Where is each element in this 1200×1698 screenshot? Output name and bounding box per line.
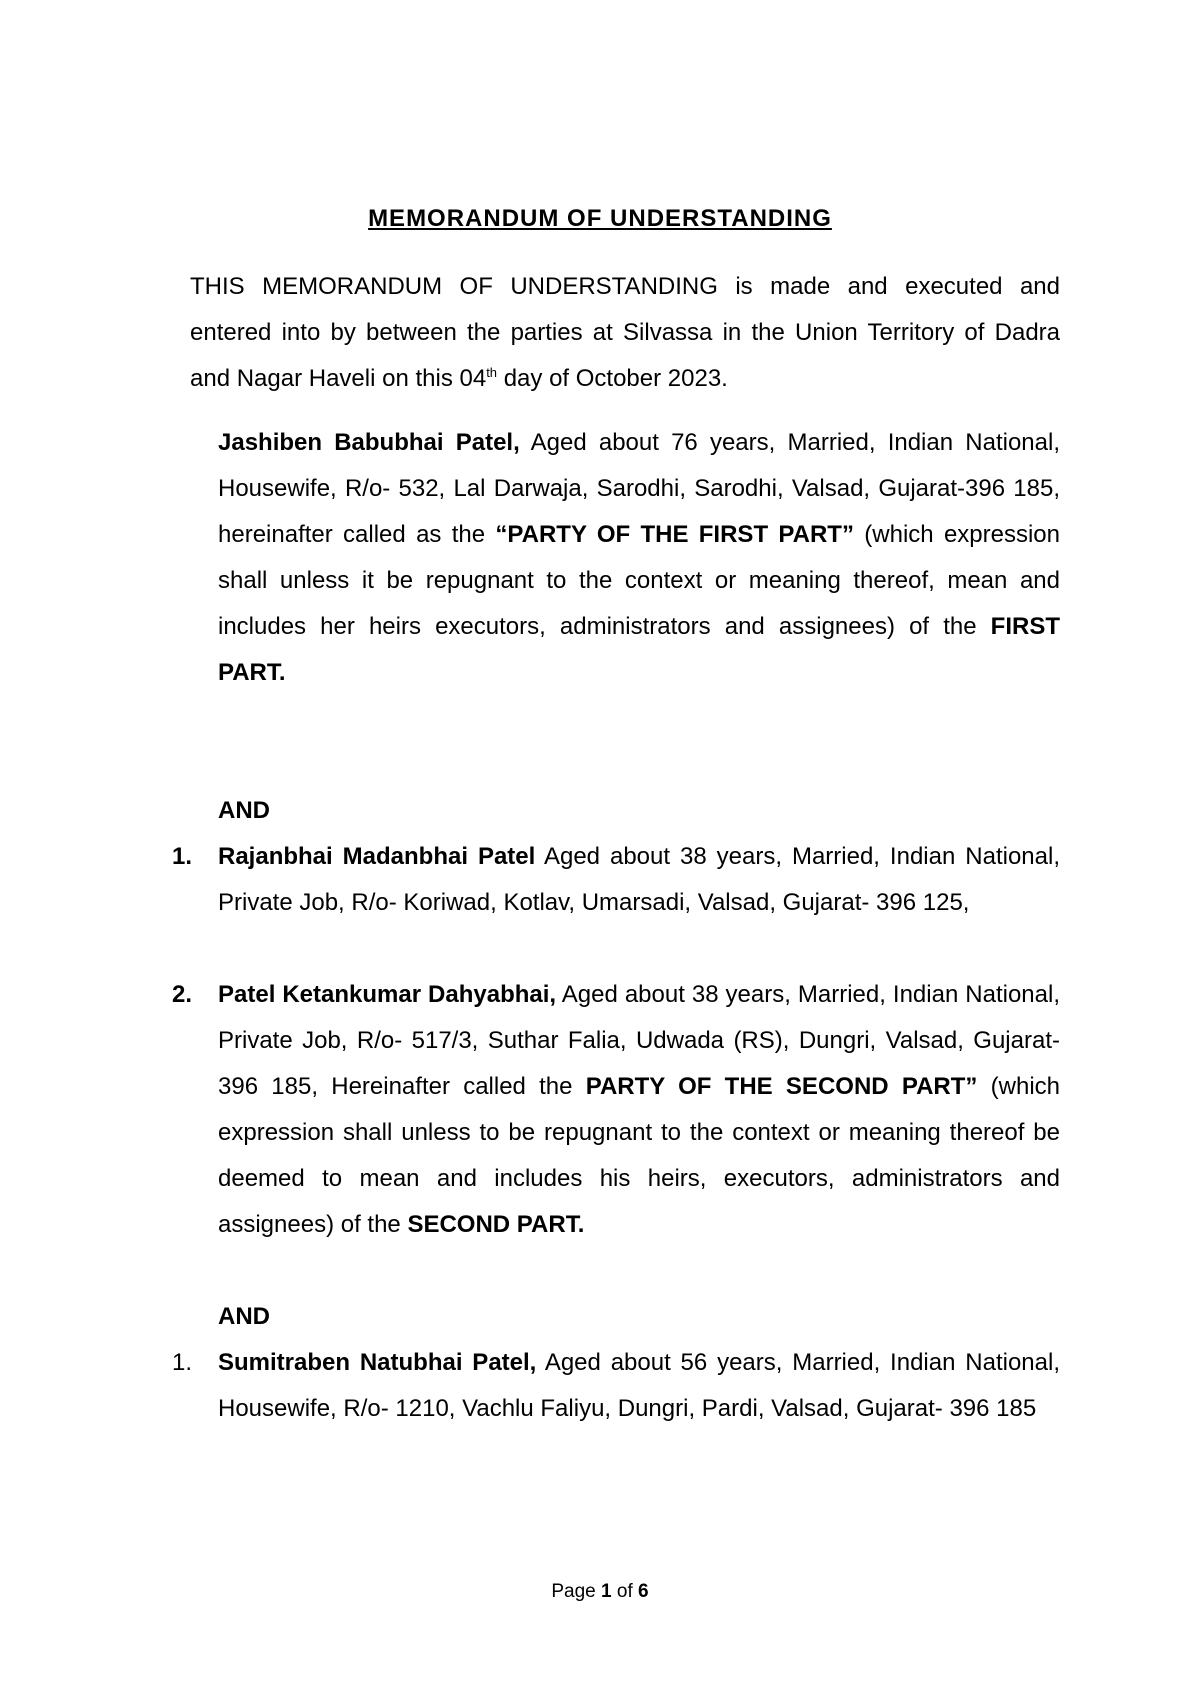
- intro-paragraph: [190, 264, 1060, 402]
- second-party-name-2: Patel Ketankumar Dahyabhai,: [218, 981, 557, 1008]
- third-party-paragraph-1: [218, 1340, 1060, 1432]
- first-party-name: Jashiben Babubhai Patel,: [218, 429, 520, 456]
- intro-date-suffix: th: [486, 365, 498, 380]
- footer-current-page: 1: [601, 1581, 612, 1602]
- third-party-name-1: Sumitraben Natubhai Patel,: [218, 1349, 537, 1376]
- first-party-details: Aged about 76 years, Married, Indian National, Housewife, R/o- 532, Lal Darwaja, Sarodhi, Sarodhi, Valsad, Gujarat-396 185, hereinafter called as the: [218, 429, 1060, 548]
- intro-text-end: day of October 2023.: [497, 365, 728, 392]
- second-party-part: SECOND PART.: [407, 1211, 585, 1238]
- first-party-label: “PARTY OF THE FIRST PART”: [495, 521, 854, 548]
- second-party-details-1: Aged about 38 years, Married, Indian National, Private Job, R/o- Koriwad, Kotlav, Umarsadi, Valsad, Gujarat- 396 125,: [218, 843, 1061, 916]
- document-title: MEMORANDUM OF UNDERSTANDING: [368, 205, 832, 232]
- third-party-details-1: Aged about 56 years, Married, Indian National, Housewife, R/o- 1210, Vachlu Faliyu, Dungri, Pardi, Valsad, Gujarat- 396 185: [218, 1349, 1060, 1422]
- intro-text: THIS MEMORANDUM OF UNDERSTANDING is made and executed and entered into by between the parties at Silvassa in the Union Territory of Dadra and Nagar Haveli on this 04: [190, 273, 1060, 392]
- first-party-part: FIRST PART.: [218, 613, 1060, 686]
- second-party-paragraph-2: [218, 972, 1060, 1248]
- second-party-label: PARTY OF THE SECOND PART”: [585, 1073, 978, 1100]
- footer-of-word: of: [616, 1581, 633, 1602]
- page-footer: [0, 1580, 1200, 1604]
- second-party-paragraph-1: [218, 834, 1060, 926]
- and-separator-2: AND: [218, 1303, 270, 1330]
- footer-page-word: Page: [551, 1581, 596, 1602]
- first-party-paragraph: [218, 420, 1060, 696]
- second-party-clause: (which expression shall unless to be repugnant to the context or meaning thereof be deemed to mean and includes his heirs, executors, administrators and assignees) of the: [218, 1073, 1060, 1238]
- footer-total-pages: 6: [638, 1581, 649, 1602]
- and-separator-1: AND: [218, 797, 270, 824]
- second-party-number-1: 1.: [172, 843, 193, 870]
- second-party-name-1: Rajanbhai Madanbhai Patel: [218, 843, 536, 870]
- third-party-number-1: 1.: [172, 1349, 193, 1376]
- first-party-clause: (which expression shall unless it be repugnant to the context or meaning thereof, mean and includes her heirs executors, administrators and assignees) of the: [218, 521, 1060, 640]
- second-party-details-2: Aged about 38 years, Married, Indian National, Private Job, R/o- 517/3, Suthar Falia, Udwada (RS), Dungri, Valsad, Gujarat- 396 185, Hereinafter called the: [218, 981, 1061, 1100]
- second-party-number-2: 2.: [172, 981, 193, 1008]
